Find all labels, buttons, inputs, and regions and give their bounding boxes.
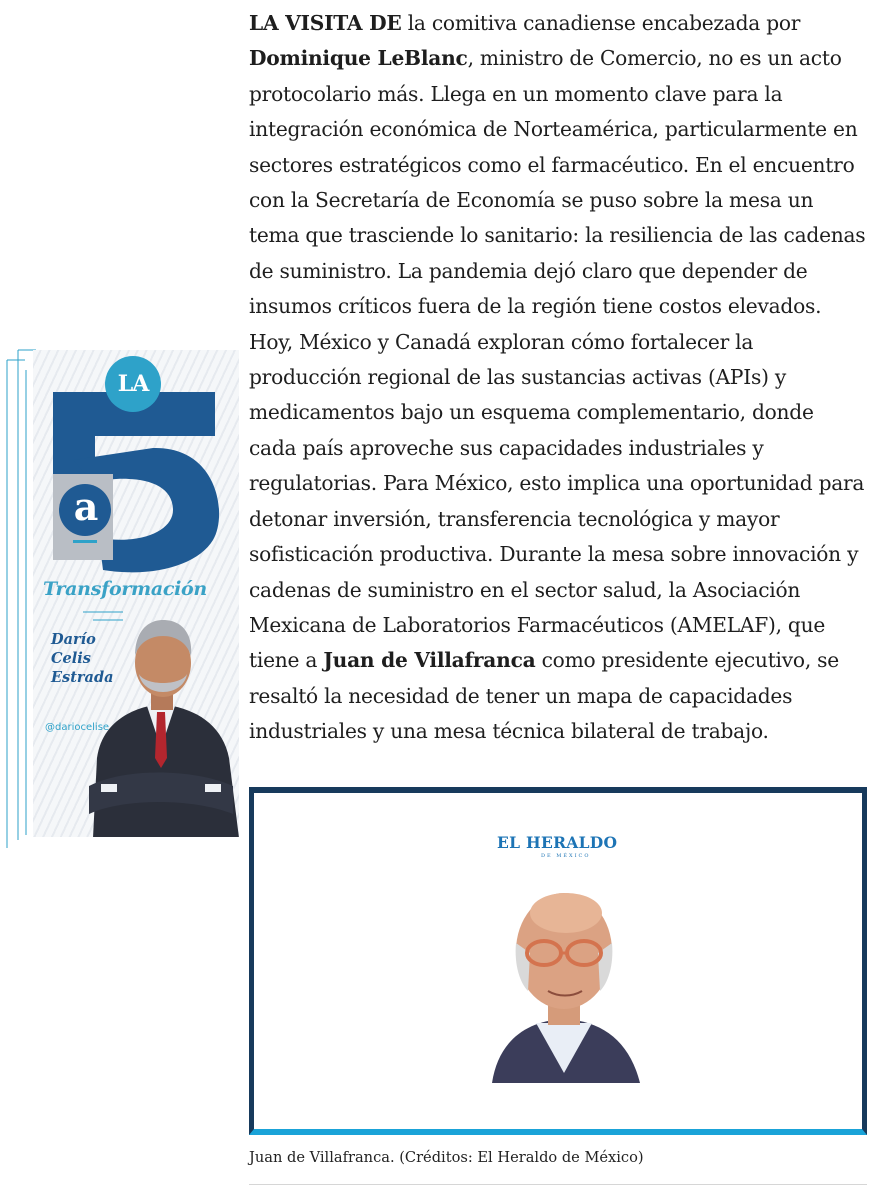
author-line-2: Celis — [51, 650, 91, 667]
column-logo-a: a — [73, 484, 99, 529]
article-text-3: como presidente ejecutivo, se resaltó la necesidad de tener un mapa de capacidades industriales y una mesa técnica bilateral de trabajo. — [249, 648, 839, 744]
column-logo-la: LA — [105, 356, 161, 412]
article-text-2: , ministro de Comercio, no es un acto protocolario más. Llega en un momento clave para la integración económica de Norteamérica, particularmente en sectores estratégicos como el farmacéutico. En el encuentro con la Secretaría de Economía se puso sobre la mesa un tema que trasciende lo sanitario: la resiliencia de las cadenas de suministro. La pandemia dejó claro que depender de insumos críticos fuera de la región tiene costos elevados. Hoy, México y Canadá exploran cómo fortalecer la producción regional de las sustancias activas (APIs) y medicamentos bajo un esquema complementario, donde cada país aproveche sus capacidades industriales y regulatorias. Para México, esto implica una oportunidad para detonar inversión, transferencia tecnológica y mayor sofisticación productiva. Durante la mesa sobre innovación y cadenas de suministro en el sector salud, la Asociación Mexicana de Laboratorios Farmacéuticos (AMELAF), que tiene a — [249, 46, 866, 673]
author-photo — [83, 608, 239, 837]
heraldo-logo: EL HERALDO — [497, 833, 618, 852]
caption-divider — [249, 1184, 867, 1185]
article-lead: LA VISITA DE — [249, 11, 402, 35]
article-text-1: la comitiva canadiense encabezada por — [401, 11, 801, 35]
photo-caption: Juan de Villafranca. (Créditos: El Heraldo de México) — [249, 1149, 644, 1166]
villafranca-portrait — [474, 873, 654, 1093]
column-badge — [33, 350, 239, 837]
article-photo — [249, 787, 867, 1135]
column-author-handle: @dariocelise — [45, 722, 110, 733]
author-line-3: Estrada — [51, 669, 114, 686]
article-body — [249, 6, 867, 750]
column-section-title: Transformación — [43, 578, 207, 600]
heraldo-logo-sub: DE MÉXICO — [541, 853, 591, 859]
author-line-1: Darío — [51, 631, 96, 648]
article-name-leblanc: Dominique LeBlanc — [249, 46, 468, 71]
article-name-villafranca: Juan de Villafranca — [323, 648, 536, 673]
